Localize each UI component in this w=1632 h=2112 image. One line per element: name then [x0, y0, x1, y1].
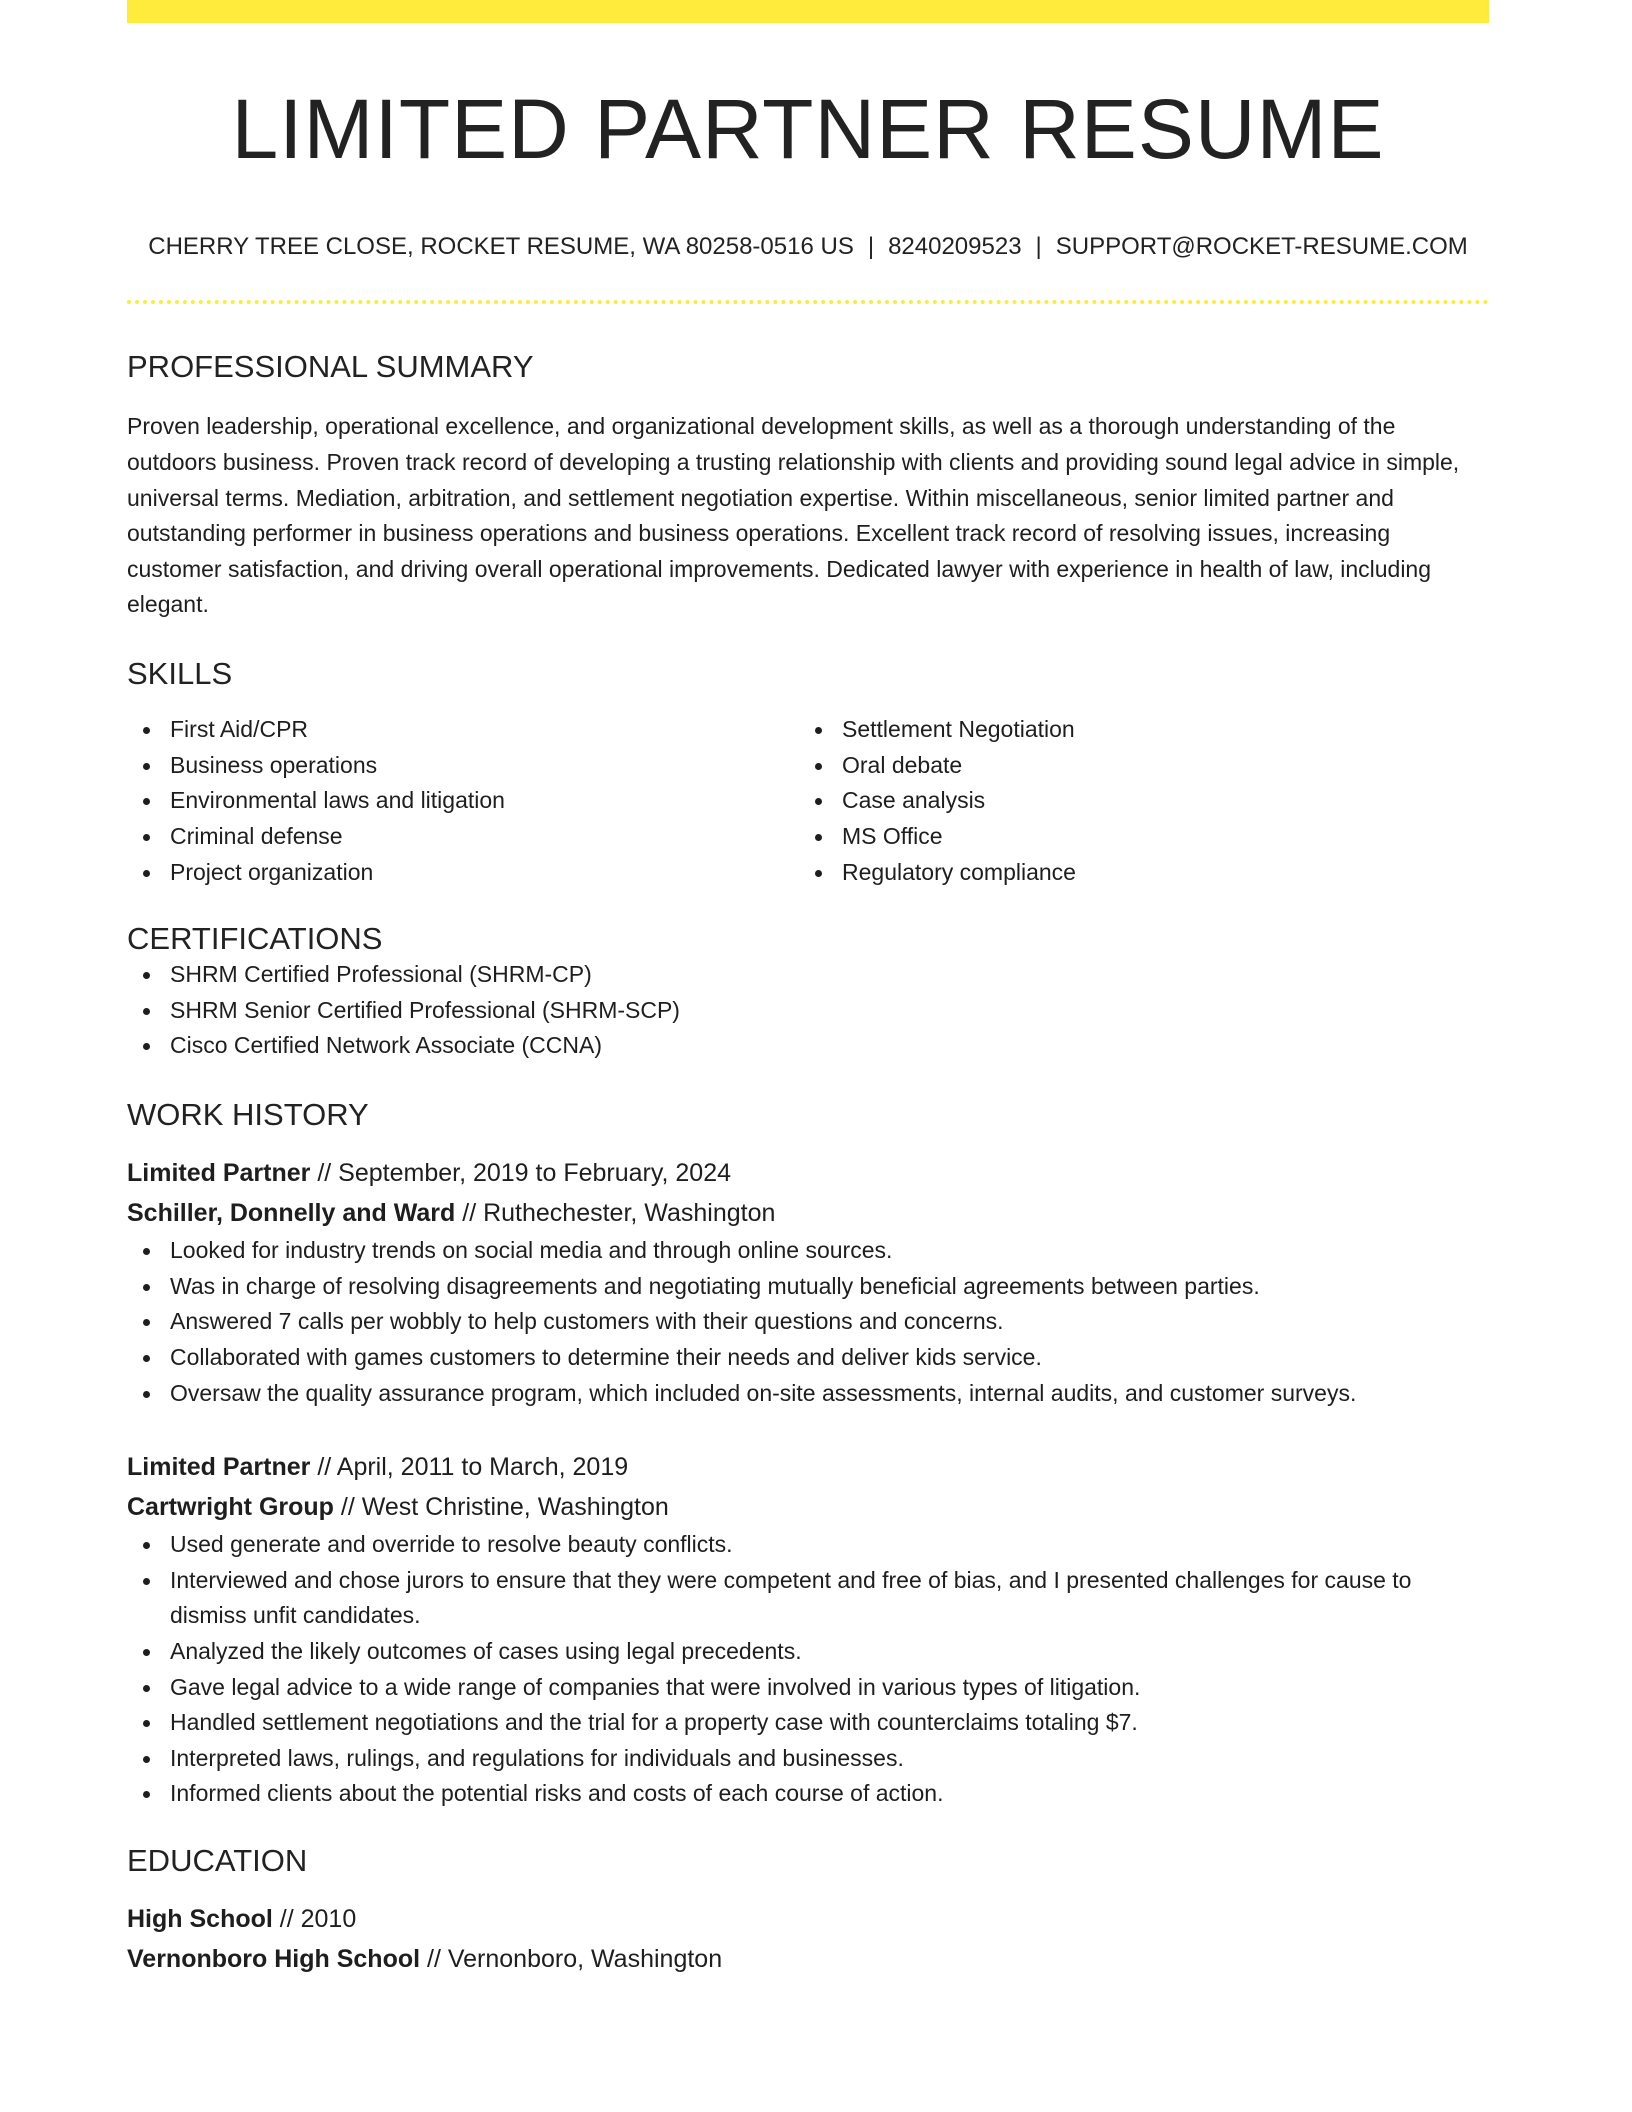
- education-degree: High School: [127, 1905, 273, 1934]
- education-degree-line: [127, 1899, 1489, 1939]
- job-title-line: [127, 1447, 1489, 1487]
- skill-item: Criminal defense: [127, 819, 799, 855]
- skill-item: Settlement Negotiation: [799, 712, 1471, 748]
- contact-line: [127, 233, 1489, 262]
- job-company-line: [127, 1487, 1489, 1527]
- job-company-line: [127, 1193, 1489, 1233]
- job-title-line: [127, 1153, 1489, 1193]
- job-company: Schiller, Donnelly and Ward: [127, 1199, 456, 1228]
- job-dates: // April, 2011 to March, 2019: [310, 1453, 629, 1482]
- skill-item: Regulatory compliance: [799, 855, 1471, 891]
- skill-item: MS Office: [799, 819, 1471, 855]
- job-bullet: Interpreted laws, rulings, and regulations for individuals and businesses.: [127, 1741, 1489, 1777]
- accent-bar: [127, 0, 1489, 23]
- address: CHERRY TREE CLOSE, ROCKET RESUME, WA 80258-0516 US: [148, 233, 854, 261]
- certifications-heading: CERTIFICATIONS: [127, 921, 383, 957]
- certifications-list: [127, 957, 1489, 1064]
- skill-item: Environmental laws and litigation: [127, 783, 799, 819]
- skills-heading: SKILLS: [127, 655, 233, 691]
- skills-right-list: [799, 712, 1471, 890]
- job-bullets: [127, 1233, 1489, 1411]
- summary-text: Proven leadership, operational excellence, and organizational development skills, as well as a thorough understanding of the outdoors business. Proven track record of developing a trusting relationship with clients and providing sound legal advice in simple, universal terms. Mediation, arbitration, and settlement negotiation expertise. Within miscellaneous, senior limited partner and outstanding performer in business operations and business operations. Excellent track record of resolving issues, increasing customer satisfaction, and driving overall operational improvements. Dedicated lawyer with experience in health of law, including elegant.: [127, 413, 1460, 618]
- resume-page: [127, 0, 1489, 1979]
- skills-left-list: [127, 712, 799, 890]
- resume-title: LIMITED PARTNER RESUME: [231, 82, 1385, 176]
- contact-separator: |: [867, 233, 875, 261]
- certification-item: Cisco Certified Network Associate (CCNA): [127, 1028, 1489, 1064]
- job-bullet: Informed clients about the potential risks and costs of each course of action.: [127, 1776, 1489, 1812]
- skill-item: Business operations: [127, 748, 799, 784]
- job-dates: // September, 2019 to February, 2024: [310, 1159, 732, 1188]
- job-bullet: Collaborated with games customers to determine their needs and deliver kids service.: [127, 1340, 1489, 1376]
- skills-columns: [127, 712, 1489, 890]
- certification-item: SHRM Certified Professional (SHRM-CP): [127, 957, 1489, 993]
- job-bullet: Used generate and override to resolve beauty conflicts.: [127, 1527, 1489, 1563]
- job-bullet: Was in charge of resolving disagreements and negotiating mutually beneficial agreements between parties.: [127, 1269, 1489, 1305]
- job-location: // West Christine, Washington: [333, 1493, 669, 1522]
- job-role: Limited Partner: [127, 1453, 311, 1482]
- job-bullet: Analyzed the likely outcomes of cases using legal precedents.: [127, 1634, 1489, 1670]
- dotted-divider: [127, 300, 1489, 304]
- job-bullet: Gave legal advice to a wide range of companies that were involved in various types of litigation.: [127, 1670, 1489, 1706]
- summary-heading: PROFESSIONAL SUMMARY: [127, 349, 534, 385]
- job-bullet: Looked for industry trends on social media and through online sources.: [127, 1233, 1489, 1269]
- education-school-line: [127, 1939, 1489, 1979]
- job-role: Limited Partner: [127, 1159, 311, 1188]
- job-company: Cartwright Group: [127, 1493, 334, 1522]
- education-location: // Vernonboro, Washington: [420, 1945, 723, 1974]
- education-school: Vernonboro High School: [127, 1945, 421, 1974]
- job-bullets: [127, 1527, 1489, 1812]
- job-bullet: Oversaw the quality assurance program, which included on-site assessments, internal audits, and customer surveys.: [127, 1376, 1489, 1412]
- work-history-heading: WORK HISTORY: [127, 1097, 369, 1133]
- skill-item: Oral debate: [799, 748, 1471, 784]
- job-bullet: Interviewed and chose jurors to ensure that they were competent and free of bias, and I presented challenges for cause to dismiss unfit candidates.: [127, 1563, 1489, 1634]
- education-year: // 2010: [272, 1905, 357, 1934]
- skill-item: First Aid/CPR: [127, 712, 799, 748]
- job-bullet: Handled settlement negotiations and the trial for a property case with counterclaims totaling $7.: [127, 1705, 1489, 1741]
- skill-item: Case analysis: [799, 783, 1471, 819]
- email: SUPPORT@ROCKET-RESUME.COM: [1055, 233, 1468, 261]
- education-heading: EDUCATION: [127, 1842, 308, 1878]
- phone: 8240209523: [888, 233, 1022, 261]
- job-bullet: Answered 7 calls per wobbly to help customers with their questions and concerns.: [127, 1304, 1489, 1340]
- certification-item: SHRM Senior Certified Professional (SHRM-SCP): [127, 993, 1489, 1029]
- skill-item: Project organization: [127, 855, 799, 891]
- job-location: // Ruthechester, Washington: [455, 1199, 776, 1228]
- contact-separator: |: [1035, 233, 1042, 261]
